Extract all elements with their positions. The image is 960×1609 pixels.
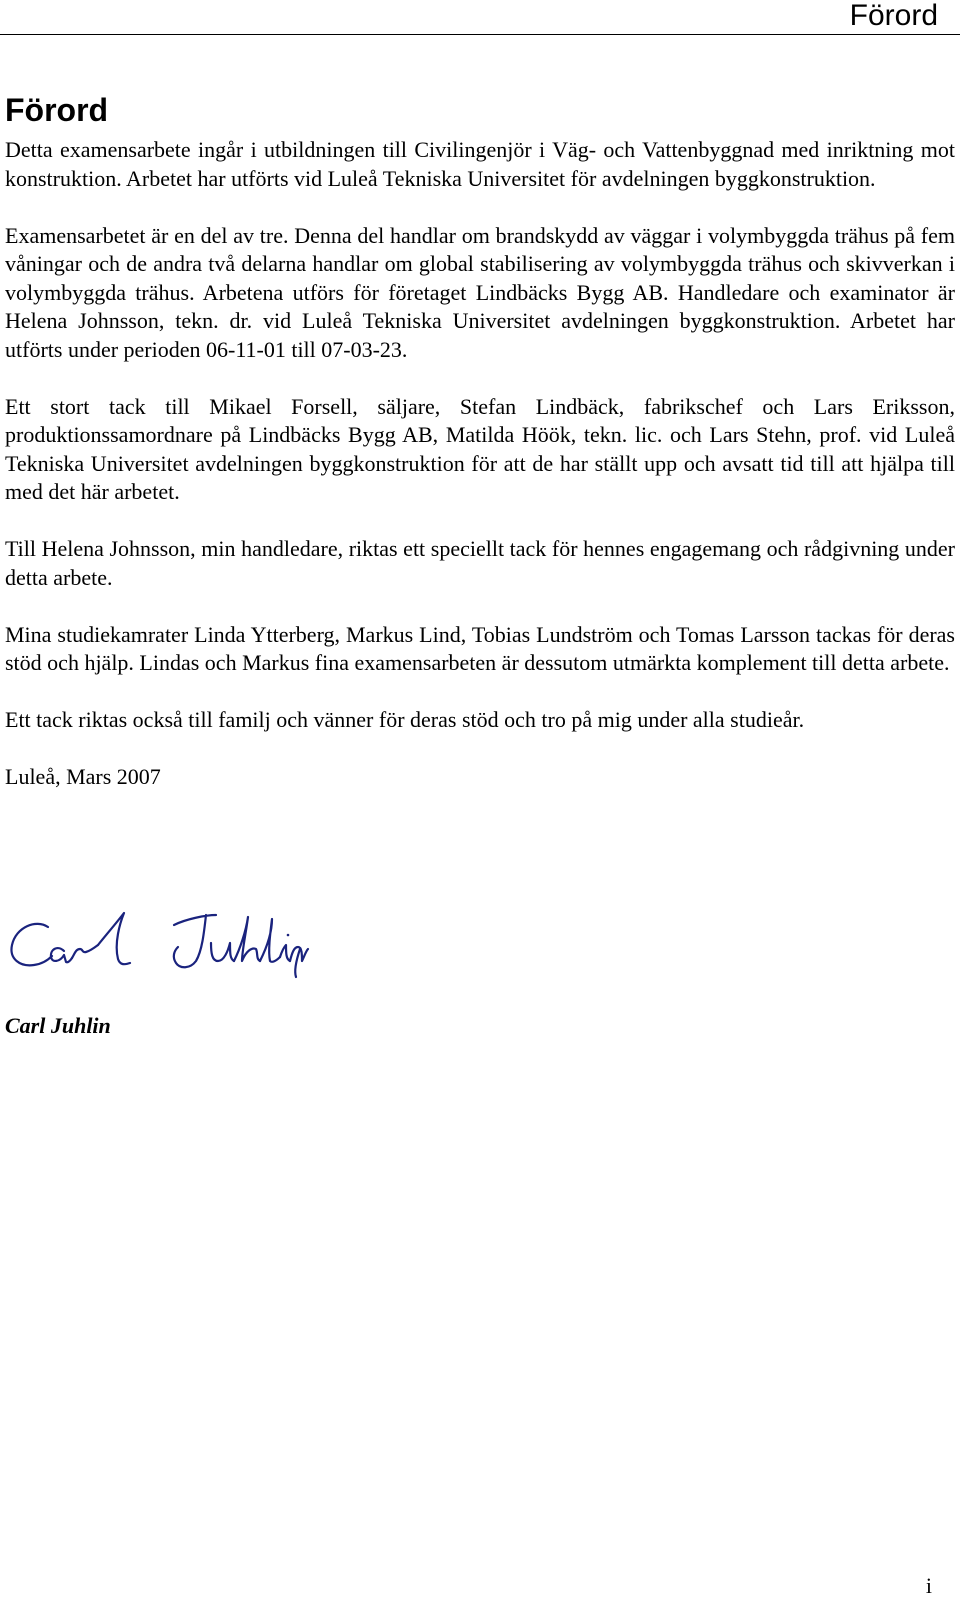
page-heading: Förord [5,92,109,128]
paragraph-thanks-supervisor: Till Helena Johnsson, min handledare, riktas ett speciellt tack för hennes engagemang och rådgivning under detta arbete. [5,536,955,590]
page-number: i [925,1573,932,1598]
paragraph-thanks-family: Ett tack riktas också till familj och vänner för deras stöd och tro på mig under alla studieår. [5,707,805,732]
paragraph-thanks-staff: Ett stort tack till Mikael Forsell, säljare, Stefan Lindbäck, fabrikschef och Lars Eriksson, produktionssamordnare på Lindbäcks Bygg AB, Matilda Höök, tekn. lic. och Lars Stehn, prof. vid Luleå Tekniska Universitet avdelningen byggkonstruktion för att de har ställt upp och avsatt tid till att hjälpa till med det här arbetet. [5,393,955,504]
paragraph-thanks-classmates: Mina studiekamrater Linda Ytterberg, Markus Lind, Tobias Lundström och Tomas Larsson tackas för deras stöd och hjälp. Lindas och Markus fina examensarbeten är dessutom utmärkta komplement till detta arbete. [5,621,955,675]
header-rule [0,34,960,35]
paragraph-intro: Detta examensarbete ingår i utbildningen till Civilingenjör i Väg- och Vattenbyggnad med inriktning mot konstruktion. Arbetet har utförts vid Luleå Tekniska Universitet för avdelningen byggkonstruktion. [5,137,955,191]
place-date: Luleå, Mars 2007 [5,764,161,789]
page-content [5,90,955,791]
running-header-title: Förord [849,0,938,32]
handwritten-signature [6,905,316,983]
paragraph-scope: Examensarbetet är en del av tre. Denna del handlar om brandskydd av väggar i volymbyggda trähus på fem våningar och de andra två delarna handlar om global stabilisering av volymbyggda trähus och skivverkan i volymbyggda trähus. Arbetena utförs för företaget Lindbäcks Bygg AB. Handledare och examinator är Helena Johnsson, tekn. dr. vid Luleå Tekniska Universitet avdelningen byggkonstruktion. Arbetet har utförts under perioden 06-11-01 till 07-03-23. [5,222,955,362]
author-name: Carl Juhlin [5,1013,111,1038]
